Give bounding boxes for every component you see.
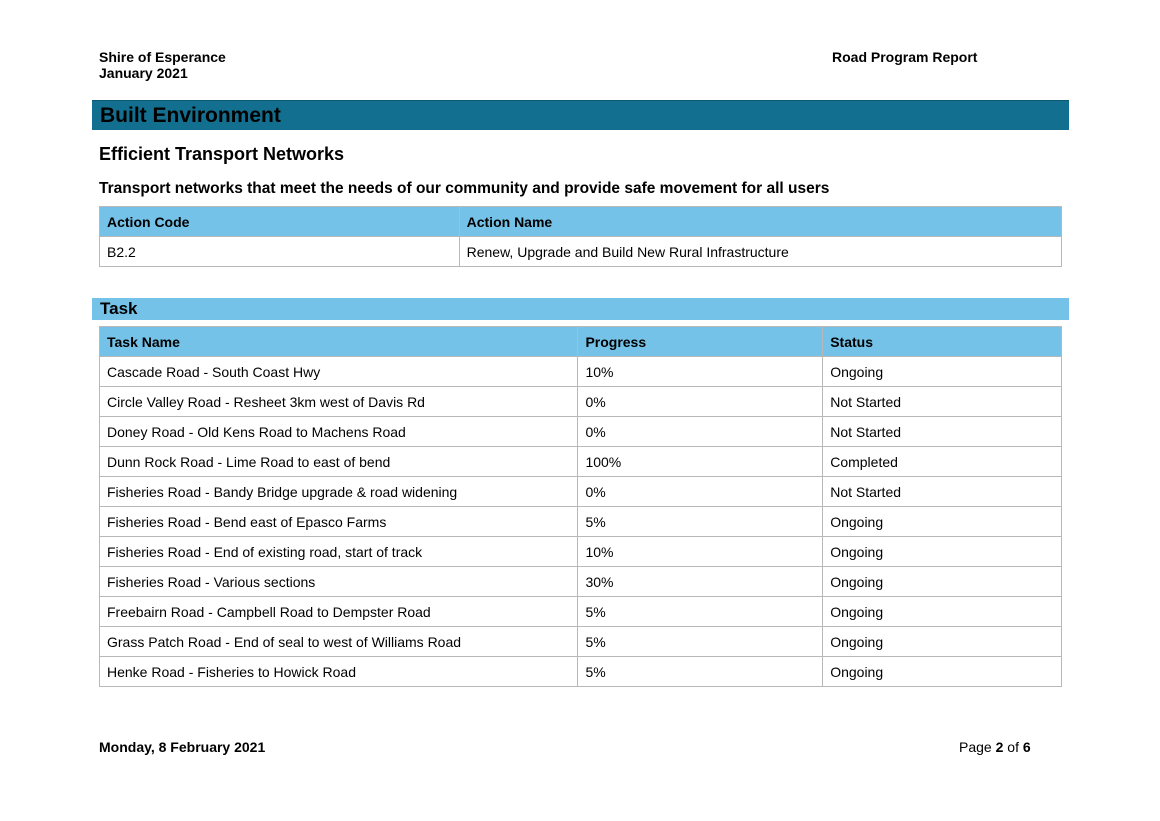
action-code-cell: B2.2 — [100, 237, 460, 267]
section-description: Transport networks that meet the needs of our community and provide safe movement for all users — [99, 180, 830, 197]
task-name-cell: Fisheries Road - Various sections — [100, 567, 578, 597]
status-cell: Ongoing — [823, 597, 1062, 627]
status-cell: Ongoing — [823, 567, 1062, 597]
table-row — [100, 627, 1062, 657]
task-name-cell: Doney Road - Old Kens Road to Machens Road — [100, 417, 578, 447]
organization-name: Shire of Esperance — [99, 49, 226, 65]
progress-cell: 0% — [578, 387, 823, 417]
task-name-cell: Grass Patch Road - End of seal to west of Williams Road — [100, 627, 578, 657]
table-header-row — [100, 207, 1062, 237]
task-name-cell: Circle Valley Road - Resheet 3km west of Davis Rd — [100, 387, 578, 417]
table-row — [100, 237, 1062, 267]
progress-cell: 100% — [578, 447, 823, 477]
page-indicator — [959, 739, 1031, 755]
status-cell: Ongoing — [823, 357, 1062, 387]
column-header-status: Status — [823, 327, 1062, 357]
status-cell: Not Started — [823, 387, 1062, 417]
progress-cell: 5% — [578, 657, 823, 687]
section-subtitle: Efficient Transport Networks — [99, 144, 345, 164]
task-section-title: Task — [100, 299, 138, 318]
progress-cell: 5% — [578, 627, 823, 657]
progress-cell: 30% — [578, 567, 823, 597]
column-header-action-code: Action Code — [100, 207, 460, 237]
page-prefix: Page — [959, 739, 996, 755]
status-cell: Ongoing — [823, 537, 1062, 567]
table-row — [100, 597, 1062, 627]
footer-date: Monday, 8 February 2021 — [99, 739, 266, 755]
page-current: 2 — [995, 739, 1004, 755]
task-name-cell: Fisheries Road - Bandy Bridge upgrade & road widening — [100, 477, 578, 507]
table-row — [100, 387, 1062, 417]
table-row — [100, 537, 1062, 567]
report-period: January 2021 — [99, 65, 188, 81]
table-row — [100, 417, 1062, 447]
task-name-cell: Fisheries Road - End of existing road, start of track — [100, 537, 578, 567]
progress-cell: 5% — [578, 597, 823, 627]
progress-cell: 10% — [578, 357, 823, 387]
report-title: Road Program Report — [832, 49, 978, 65]
status-cell: Ongoing — [823, 627, 1062, 657]
status-cell: Not Started — [823, 417, 1062, 447]
section-title: Built Environment — [100, 104, 281, 127]
table-row — [100, 447, 1062, 477]
status-cell: Not Started — [823, 477, 1062, 507]
report-header-left — [99, 49, 226, 81]
section-banner — [92, 100, 1069, 130]
column-header-task-name: Task Name — [100, 327, 578, 357]
table-row — [100, 507, 1062, 537]
progress-cell: 5% — [578, 507, 823, 537]
task-name-cell: Cascade Road - South Coast Hwy — [100, 357, 578, 387]
progress-cell: 0% — [578, 477, 823, 507]
status-cell: Ongoing — [823, 657, 1062, 687]
table-row — [100, 477, 1062, 507]
task-name-cell: Henke Road - Fisheries to Howick Road — [100, 657, 578, 687]
table-header-row — [100, 327, 1062, 357]
status-cell: Ongoing — [823, 507, 1062, 537]
task-name-cell: Fisheries Road - Bend east of Epasco Farms — [100, 507, 578, 537]
table-row — [100, 657, 1062, 687]
page-total: 6 — [1022, 739, 1031, 755]
action-name-cell: Renew, Upgrade and Build New Rural Infrastructure — [459, 237, 1061, 267]
column-header-action-name: Action Name — [459, 207, 1061, 237]
progress-cell: 0% — [578, 417, 823, 447]
table-row — [100, 357, 1062, 387]
page-of: of — [1003, 739, 1023, 755]
action-table — [99, 206, 1062, 267]
table-row — [100, 567, 1062, 597]
task-name-cell: Dunn Rock Road - Lime Road to east of bend — [100, 447, 578, 477]
status-cell: Completed — [823, 447, 1062, 477]
task-section-banner — [92, 298, 1069, 320]
column-header-progress: Progress — [578, 327, 823, 357]
task-table — [99, 326, 1062, 687]
task-name-cell: Freebairn Road - Campbell Road to Dempster Road — [100, 597, 578, 627]
progress-cell: 10% — [578, 537, 823, 567]
